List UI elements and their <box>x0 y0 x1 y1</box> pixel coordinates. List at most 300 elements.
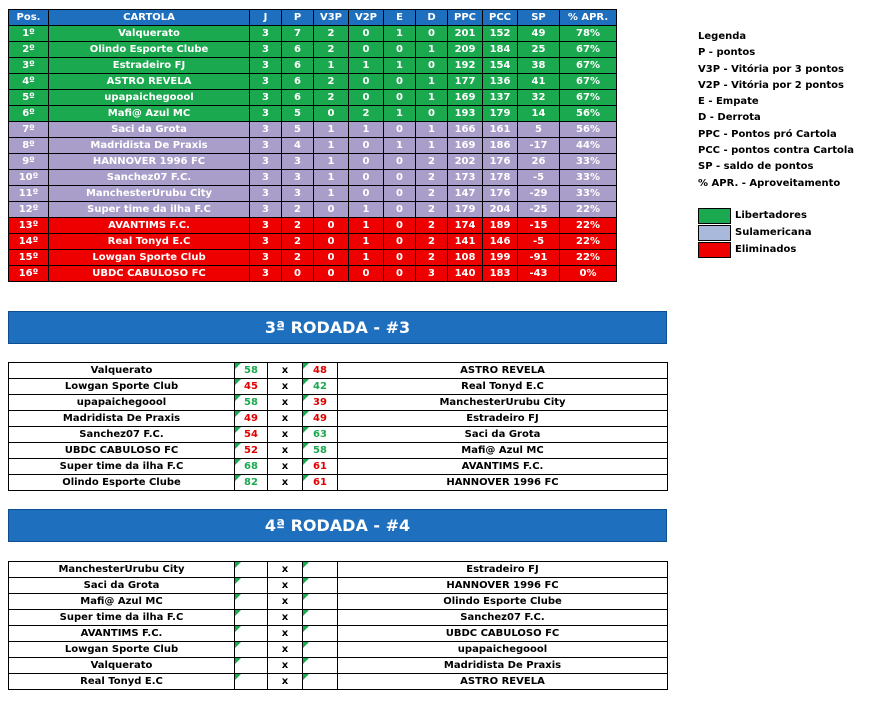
standings-cell: 0 <box>282 266 314 282</box>
standings-cell: 2 <box>416 234 448 250</box>
standings-cell: 2 <box>282 202 314 218</box>
standings-cell: 0 <box>384 122 416 138</box>
standings-cell: 0 <box>314 250 349 266</box>
standings-row <box>9 138 617 154</box>
versus-separator: x <box>268 443 303 459</box>
standings-cell: 7º <box>9 122 49 138</box>
legend-item: PCC - pontos contra Cartola <box>698 145 855 157</box>
standings-cell: 2º <box>9 42 49 58</box>
standings-cell: 2 <box>282 234 314 250</box>
legend-item: % APR. - Aproveitamento <box>698 177 841 189</box>
home-team: Super time da ilha F.C <box>9 610 235 626</box>
standings-row <box>9 234 617 250</box>
away-score <box>303 594 338 610</box>
away-team: Real Tonyd E.C <box>338 379 668 395</box>
standings-header-cell: % APR. <box>560 10 617 26</box>
standings-header-cell: SP <box>518 10 560 26</box>
standings-cell: 3 <box>282 186 314 202</box>
standings-cell: 6 <box>282 58 314 74</box>
standings-cell: 176 <box>483 154 518 170</box>
away-team: Saci da Grota <box>338 427 668 443</box>
versus-separator: x <box>268 379 303 395</box>
standings-cell: 1 <box>314 186 349 202</box>
home-team: Olindo Esporte Clube <box>9 475 235 491</box>
legend <box>698 29 854 192</box>
standings-cell: 2 <box>416 170 448 186</box>
standings-cell: 0 <box>384 154 416 170</box>
home-team: Lowgan Sporte Club <box>9 379 235 395</box>
standings-cell: -43 <box>518 266 560 282</box>
away-team: upapaichegoool <box>338 642 668 658</box>
standings-cell: 189 <box>483 218 518 234</box>
standings-cell: 0 <box>349 186 384 202</box>
standings-cell: 0 <box>314 266 349 282</box>
standings-cell: 33% <box>560 154 617 170</box>
standings-header-cell: J <box>250 10 282 26</box>
standings-cell: 6 <box>282 90 314 106</box>
standings-cell: 173 <box>448 170 483 186</box>
standings-cell: 2 <box>416 186 448 202</box>
home-team: Mafi@ Azul MC <box>9 594 235 610</box>
standings-cell: 1 <box>416 122 448 138</box>
standings-cell: 3 <box>250 26 282 42</box>
standings-cell: 186 <box>483 138 518 154</box>
versus-separator: x <box>268 578 303 594</box>
zone-label: Sulamericana <box>735 227 812 238</box>
standings-row <box>9 90 617 106</box>
standings-cell: 3 <box>250 202 282 218</box>
legend-item: SP - saldo de pontos <box>698 161 814 173</box>
standings-cell: ManchesterUrubu City <box>49 186 250 202</box>
away-score <box>303 642 338 658</box>
away-team: Olindo Esporte Clube <box>338 594 668 610</box>
standings-cell: 3 <box>282 154 314 170</box>
legend-item: P - pontos <box>698 47 756 59</box>
away-score: 49 <box>303 411 338 427</box>
standings-cell: 0 <box>416 106 448 122</box>
away-team: ASTRO REVELA <box>338 363 668 379</box>
standings-cell: Mafi@ Azul MC <box>49 106 250 122</box>
standings-cell: HANNOVER 1996 FC <box>49 154 250 170</box>
standings-cell: 33% <box>560 170 617 186</box>
standings-cell: 41 <box>518 74 560 90</box>
standings-cell: -91 <box>518 250 560 266</box>
standings-cell: 1 <box>349 58 384 74</box>
standings-cell: 3º <box>9 58 49 74</box>
zone-legend-item <box>698 241 812 258</box>
standings-cell: 0 <box>416 26 448 42</box>
standings-cell: 2 <box>282 218 314 234</box>
standings-cell: 0 <box>349 138 384 154</box>
standings-cell: 137 <box>483 90 518 106</box>
versus-separator: x <box>268 459 303 475</box>
standings-cell: 199 <box>483 250 518 266</box>
standings-cell: 169 <box>448 90 483 106</box>
standings-cell: 0 <box>384 218 416 234</box>
zone-color-swatch <box>698 242 731 258</box>
standings-header-cell: CARTOLA <box>49 10 250 26</box>
legend-title: Legenda <box>698 31 747 42</box>
away-team: ManchesterUrubu City <box>338 395 668 411</box>
standings-cell: 0% <box>560 266 617 282</box>
standings-cell: Olindo Esporte Clube <box>49 42 250 58</box>
versus-separator: x <box>268 626 303 642</box>
standings-cell: 2 <box>416 218 448 234</box>
standings-cell: 56% <box>560 106 617 122</box>
standings-cell: 183 <box>483 266 518 282</box>
home-score: 58 <box>235 395 268 411</box>
standings-cell: 3 <box>250 122 282 138</box>
standings-cell: 3 <box>250 250 282 266</box>
standings-cell: 6 <box>282 74 314 90</box>
standings-cell: 0 <box>349 42 384 58</box>
match-row <box>9 459 668 475</box>
away-score: 58 <box>303 443 338 459</box>
away-team: Estradeiro FJ <box>338 562 668 578</box>
standings-cell: UBDC CABULOSO FC <box>49 266 250 282</box>
standings-cell: 169 <box>448 138 483 154</box>
home-score <box>235 578 268 594</box>
versus-separator: x <box>268 363 303 379</box>
home-team: AVANTIMS F.C. <box>9 626 235 642</box>
standings-cell: Saci da Grota <box>49 122 250 138</box>
standings-table <box>8 9 617 282</box>
versus-separator: x <box>268 674 303 690</box>
standings-cell: 161 <box>483 122 518 138</box>
standings-cell: 3 <box>250 154 282 170</box>
home-team: UBDC CABULOSO FC <box>9 443 235 459</box>
zone-label: Eliminados <box>735 244 797 255</box>
home-team: Real Tonyd E.C <box>9 674 235 690</box>
versus-separator: x <box>268 642 303 658</box>
standings-row <box>9 106 617 122</box>
standings-row <box>9 122 617 138</box>
match-row <box>9 562 668 578</box>
round-4-banner: 4ª RODADA - #4 <box>8 509 667 542</box>
home-score: 52 <box>235 443 268 459</box>
match-row <box>9 363 668 379</box>
standings-cell: 5 <box>282 106 314 122</box>
standings-cell: 3 <box>250 90 282 106</box>
standings-cell: 0 <box>349 154 384 170</box>
standings-row <box>9 74 617 90</box>
standings-row <box>9 58 617 74</box>
standings-cell: 56% <box>560 122 617 138</box>
standings-cell: Lowgan Sporte Club <box>49 250 250 266</box>
standings-row <box>9 26 617 42</box>
standings-cell: ASTRO REVELA <box>49 74 250 90</box>
standings-cell: 3 <box>250 170 282 186</box>
away-team: Mafi@ Azul MC <box>338 443 668 459</box>
versus-separator: x <box>268 658 303 674</box>
home-team: ManchesterUrubu City <box>9 562 235 578</box>
legend-item: V3P - Vitória por 3 pontos <box>698 63 845 75</box>
standings-cell: 33% <box>560 186 617 202</box>
standings-cell: 1 <box>416 138 448 154</box>
standings-cell: 0 <box>384 234 416 250</box>
away-score <box>303 562 338 578</box>
home-score: 82 <box>235 475 268 491</box>
match-row <box>9 379 668 395</box>
away-score: 61 <box>303 475 338 491</box>
standings-cell: 15º <box>9 250 49 266</box>
away-score: 48 <box>303 363 338 379</box>
match-row <box>9 626 668 642</box>
standings-cell: 204 <box>483 202 518 218</box>
standings-cell: 67% <box>560 74 617 90</box>
standings-cell: 177 <box>448 74 483 90</box>
standings-cell: Estradeiro FJ <box>49 58 250 74</box>
versus-separator: x <box>268 562 303 578</box>
home-team: Valquerato <box>9 658 235 674</box>
standings-cell: 202 <box>448 154 483 170</box>
away-team: ASTRO REVELA <box>338 674 668 690</box>
versus-separator: x <box>268 411 303 427</box>
standings-cell: 0 <box>416 58 448 74</box>
away-team: Madridista De Praxis <box>338 658 668 674</box>
standings-header-cell: Pos. <box>9 10 49 26</box>
away-team: Sanchez07 F.C. <box>338 610 668 626</box>
standings-cell: 0 <box>314 218 349 234</box>
standings-cell: 176 <box>483 186 518 202</box>
standings-cell: 1 <box>349 202 384 218</box>
standings-cell: -15 <box>518 218 560 234</box>
home-score: 45 <box>235 379 268 395</box>
standings-cell: 32 <box>518 90 560 106</box>
home-score <box>235 610 268 626</box>
round-3-matches <box>8 362 668 491</box>
home-score <box>235 642 268 658</box>
standings-cell: 22% <box>560 202 617 218</box>
standings-row <box>9 170 617 186</box>
versus-separator: x <box>268 395 303 411</box>
standings-cell: 2 <box>416 154 448 170</box>
standings-row <box>9 186 617 202</box>
standings-cell: 1 <box>416 74 448 90</box>
standings-cell: 49 <box>518 26 560 42</box>
standings-cell: 201 <box>448 26 483 42</box>
standings-cell: 3 <box>250 186 282 202</box>
away-score: 42 <box>303 379 338 395</box>
standings-cell: 4º <box>9 74 49 90</box>
standings-cell: -17 <box>518 138 560 154</box>
away-team: AVANTIMS F.C. <box>338 459 668 475</box>
standings-cell: 6º <box>9 106 49 122</box>
standings-cell: 1 <box>416 90 448 106</box>
standings-cell: 2 <box>416 202 448 218</box>
match-row <box>9 427 668 443</box>
standings-row <box>9 250 617 266</box>
standings-cell: 3 <box>282 170 314 186</box>
match-row <box>9 642 668 658</box>
standings-cell: 22% <box>560 234 617 250</box>
standings-cell: 5 <box>282 122 314 138</box>
standings-cell: 0 <box>349 170 384 186</box>
away-score <box>303 578 338 594</box>
standings-cell: 26 <box>518 154 560 170</box>
home-score <box>235 562 268 578</box>
standings-cell: 13º <box>9 218 49 234</box>
away-team: Estradeiro FJ <box>338 411 668 427</box>
standings-cell: 10º <box>9 170 49 186</box>
standings-cell: 3 <box>250 106 282 122</box>
standings-cell: 3 <box>250 218 282 234</box>
zone-legend <box>698 207 812 258</box>
standings-cell: 3 <box>250 234 282 250</box>
standings-header-cell: V3P <box>314 10 349 26</box>
standings-cell: 209 <box>448 42 483 58</box>
zone-legend-item <box>698 224 812 241</box>
zone-color-swatch <box>698 208 731 224</box>
standings-header-row <box>9 10 617 26</box>
standings-cell: 1 <box>416 42 448 58</box>
standings-cell: 0 <box>349 26 384 42</box>
standings-header-cell: PCC <box>483 10 518 26</box>
standings-cell: 0 <box>314 106 349 122</box>
standings-cell: 2 <box>314 26 349 42</box>
home-score: 49 <box>235 411 268 427</box>
standings-cell: -25 <box>518 202 560 218</box>
home-score <box>235 594 268 610</box>
standings-cell: 16º <box>9 266 49 282</box>
standings-cell: AVANTIMS F.C. <box>49 218 250 234</box>
standings-row <box>9 42 617 58</box>
standings-cell: 11º <box>9 186 49 202</box>
standings-cell: 1 <box>349 122 384 138</box>
legend-items <box>698 45 854 192</box>
standings-cell: 6 <box>282 42 314 58</box>
standings-cell: 14 <box>518 106 560 122</box>
home-score: 58 <box>235 363 268 379</box>
standings-cell: 152 <box>483 26 518 42</box>
home-team: Super time da ilha F.C <box>9 459 235 475</box>
standings-cell: 1º <box>9 26 49 42</box>
standings-cell: 4 <box>282 138 314 154</box>
standings-cell: 0 <box>384 266 416 282</box>
standings-cell: 2 <box>314 74 349 90</box>
standings-cell: 0 <box>314 202 349 218</box>
home-score <box>235 658 268 674</box>
match-row <box>9 610 668 626</box>
standings-cell: -5 <box>518 170 560 186</box>
legend-item: E - Empate <box>698 96 759 108</box>
versus-separator: x <box>268 427 303 443</box>
zone-color-swatch <box>698 225 731 241</box>
standings-cell: 1 <box>384 138 416 154</box>
match-row <box>9 475 668 491</box>
legend-item: PPC - Pontos pró Cartola <box>698 128 837 140</box>
away-team: HANNOVER 1996 FC <box>338 578 668 594</box>
standings-cell: 2 <box>349 106 384 122</box>
standings-cell: 1 <box>314 58 349 74</box>
home-team: upapaichegoool <box>9 395 235 411</box>
away-team: UBDC CABULOSO FC <box>338 626 668 642</box>
versus-separator: x <box>268 475 303 491</box>
standings-cell: 44% <box>560 138 617 154</box>
standings-cell: 2 <box>416 250 448 266</box>
standings-header-cell: E <box>384 10 416 26</box>
standings-cell: 12º <box>9 202 49 218</box>
standings-cell: Sanchez07 F.C. <box>49 170 250 186</box>
standings-cell: Valquerato <box>49 26 250 42</box>
standings-cell: 38 <box>518 58 560 74</box>
zone-label: Libertadores <box>735 210 807 221</box>
standings-cell: 146 <box>483 234 518 250</box>
standings-body <box>9 26 617 282</box>
standings-cell: 78% <box>560 26 617 42</box>
standings-cell: 3 <box>250 42 282 58</box>
standings-cell: 0 <box>314 234 349 250</box>
standings-cell: 1 <box>384 58 416 74</box>
match-row <box>9 443 668 459</box>
home-team: Lowgan Sporte Club <box>9 642 235 658</box>
standings-cell: 67% <box>560 90 617 106</box>
away-score <box>303 674 338 690</box>
match-row <box>9 578 668 594</box>
standings-cell: 22% <box>560 218 617 234</box>
standings-header-cell: D <box>416 10 448 26</box>
standings-cell: 22% <box>560 250 617 266</box>
home-score: 54 <box>235 427 268 443</box>
away-team: HANNOVER 1996 FC <box>338 475 668 491</box>
standings-cell: 0 <box>384 90 416 106</box>
away-score <box>303 626 338 642</box>
standings-cell: 0 <box>349 90 384 106</box>
standings-cell: 2 <box>314 42 349 58</box>
away-score: 63 <box>303 427 338 443</box>
round-3-banner: 3ª RODADA - #3 <box>8 311 667 344</box>
standings-cell: -29 <box>518 186 560 202</box>
standings-cell: 0 <box>349 74 384 90</box>
standings-cell: 7 <box>282 26 314 42</box>
standings-cell: 5 <box>518 122 560 138</box>
standings-cell: 3 <box>250 58 282 74</box>
standings-cell: 1 <box>314 170 349 186</box>
standings-cell: 154 <box>483 58 518 74</box>
standings-row <box>9 218 617 234</box>
standings-cell: 1 <box>384 106 416 122</box>
standings-cell: 166 <box>448 122 483 138</box>
standings-cell: 174 <box>448 218 483 234</box>
legend-item: D - Derrota <box>698 112 761 124</box>
standings-cell: 141 <box>448 234 483 250</box>
standings-cell: upapaichegoool <box>49 90 250 106</box>
standings-cell: Real Tonyd E.C <box>49 234 250 250</box>
standings-cell: 2 <box>314 90 349 106</box>
home-team: Saci da Grota <box>9 578 235 594</box>
home-score: 68 <box>235 459 268 475</box>
standings-cell: 1 <box>349 218 384 234</box>
standings-cell: 192 <box>448 58 483 74</box>
standings-cell: 67% <box>560 58 617 74</box>
standings-cell: 0 <box>384 42 416 58</box>
match-row <box>9 658 668 674</box>
away-score <box>303 610 338 626</box>
standings-cell: 1 <box>349 234 384 250</box>
legend-item: V2P - Vitória por 2 pontos <box>698 79 845 91</box>
home-team: Sanchez07 F.C. <box>9 427 235 443</box>
standings-cell: 3 <box>250 266 282 282</box>
standings-header-cell: V2P <box>349 10 384 26</box>
versus-separator: x <box>268 594 303 610</box>
home-score <box>235 674 268 690</box>
standings-cell: 1 <box>314 122 349 138</box>
standings-cell: 67% <box>560 42 617 58</box>
standings-cell: 14º <box>9 234 49 250</box>
home-team: Valquerato <box>9 363 235 379</box>
standings-cell: 3 <box>250 138 282 154</box>
standings-cell: 9º <box>9 154 49 170</box>
